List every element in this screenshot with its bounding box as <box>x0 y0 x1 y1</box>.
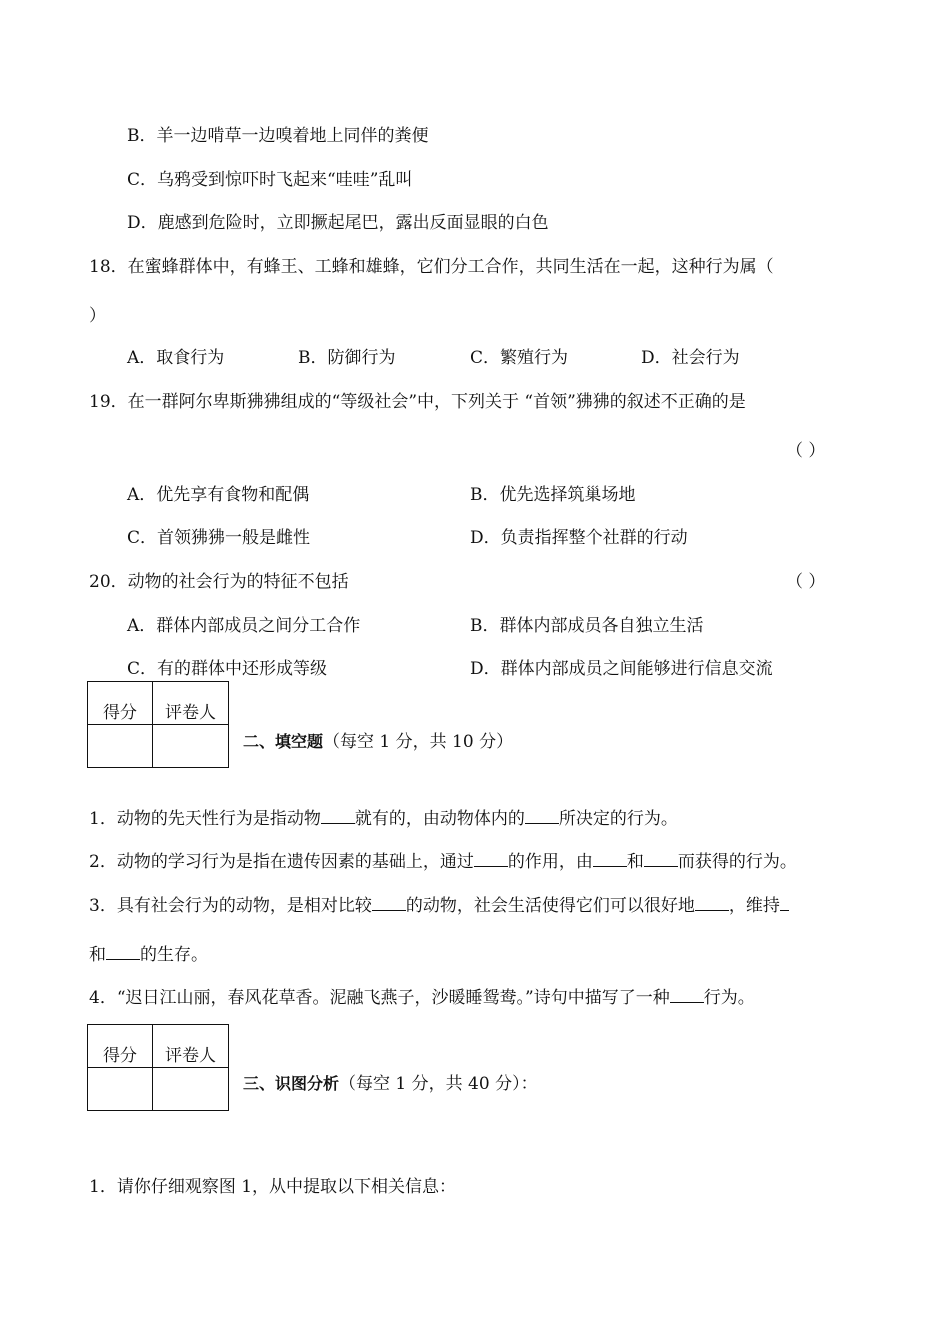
answer-blank[interactable] <box>106 944 140 960</box>
score-value-cell[interactable] <box>88 1068 153 1111</box>
answer-blank[interactable] <box>670 987 704 1003</box>
answer-blank[interactable] <box>321 808 355 824</box>
q18-stem: 18．在蜜蜂群体中，有蜂王、工蜂和雄蜂，它们分工合作，共同生活在一起，这种行为属（ <box>89 257 774 277</box>
answer-blank[interactable] <box>474 851 508 867</box>
q18-option-a: A．取食行为 <box>127 348 225 368</box>
answer-blank[interactable] <box>780 895 789 911</box>
answer-blank[interactable] <box>695 895 729 911</box>
q18-option-b: B．防御行为 <box>298 348 396 368</box>
answer-blank[interactable] <box>372 895 406 911</box>
grader-label-cell: 评卷人 <box>153 682 229 725</box>
section-3-heading: 三、识图分析（每空 1 分，共 40 分）： <box>243 1074 538 1094</box>
q19-option-d: D．负责指挥整个社群的行动 <box>470 528 688 548</box>
answer-blank[interactable] <box>525 808 559 824</box>
q18-option-c: C．繁殖行为 <box>470 348 569 368</box>
q19-option-c: C．首领狒狒一般是雌性 <box>127 528 311 548</box>
q17-option-d: D．鹿感到危险时，立即撅起尾巴，露出反面显眼的白色 <box>127 213 549 233</box>
fill-question-3: 3．具有社会行为的动物，是相对比较 的动物，社会生活使得它们可以很好地 ，维持 <box>89 895 789 915</box>
q19-option-a: A．优先享有食物和配偶 <box>127 485 310 505</box>
grader-value-cell[interactable] <box>153 1068 229 1111</box>
answer-blank[interactable] <box>644 851 678 867</box>
figure-question-1: 1．请你仔细观察图 1，从中提取以下相关信息： <box>89 1177 457 1197</box>
q20-option-b: B．群体内部成员各自独立生活 <box>470 616 704 636</box>
section-2-heading: 二、填空题（每空 1 分，共 10 分） <box>243 732 514 752</box>
score-label-cell: 得分 <box>88 1025 153 1068</box>
fill-question-4: 4．“迟日江山丽，春风花草香。泥融飞燕子，沙暖睡鸳鸯。”诗句中描写了一种 行为。 <box>89 988 755 1008</box>
q20-option-a: A．群体内部成员之间分工合作 <box>127 616 361 636</box>
q18-option-d: D．社会行为 <box>641 348 740 368</box>
q20-answer-paren: （ ） <box>786 572 826 592</box>
q19-answer-paren: （ ） <box>786 441 826 461</box>
score-value-cell[interactable] <box>88 725 153 768</box>
q19-stem: 19．在一群阿尔卑斯狒狒组成的“等级社会”中，下列关于 “首领”狒狒的叙述不正确的是 <box>89 392 746 412</box>
q17-option-b: B．羊一边啃草一边嗅着地上同伴的粪便 <box>127 126 429 146</box>
fill-question-3-continued: 和 的生存。 <box>89 945 208 965</box>
q20-stem: 20．动物的社会行为的特征不包括 <box>89 572 349 592</box>
score-box-section-3 <box>87 1024 229 1111</box>
answer-blank[interactable] <box>593 851 627 867</box>
score-box-section-2 <box>87 681 229 768</box>
q18-stem-continued: ） <box>89 306 106 326</box>
grader-value-cell[interactable] <box>153 725 229 768</box>
fill-question-2: 2．动物的学习行为是指在遗传因素的基础上，通过 的作用，由 和 而获得的行为。 <box>89 852 797 872</box>
score-label-cell: 得分 <box>88 682 153 725</box>
q20-option-d: D．群体内部成员之间能够进行信息交流 <box>470 659 773 679</box>
q20-option-c: C．有的群体中还形成等级 <box>127 659 328 679</box>
fill-question-1: 1．动物的先天性行为是指动物 就有的，由动物体内的 所决定的行为。 <box>89 809 678 829</box>
grader-label-cell: 评卷人 <box>153 1025 229 1068</box>
q17-option-c: C．乌鸦受到惊吓时飞起来“哇哇”乱叫 <box>127 170 413 190</box>
q19-option-b: B．优先选择筑巢场地 <box>470 485 636 505</box>
